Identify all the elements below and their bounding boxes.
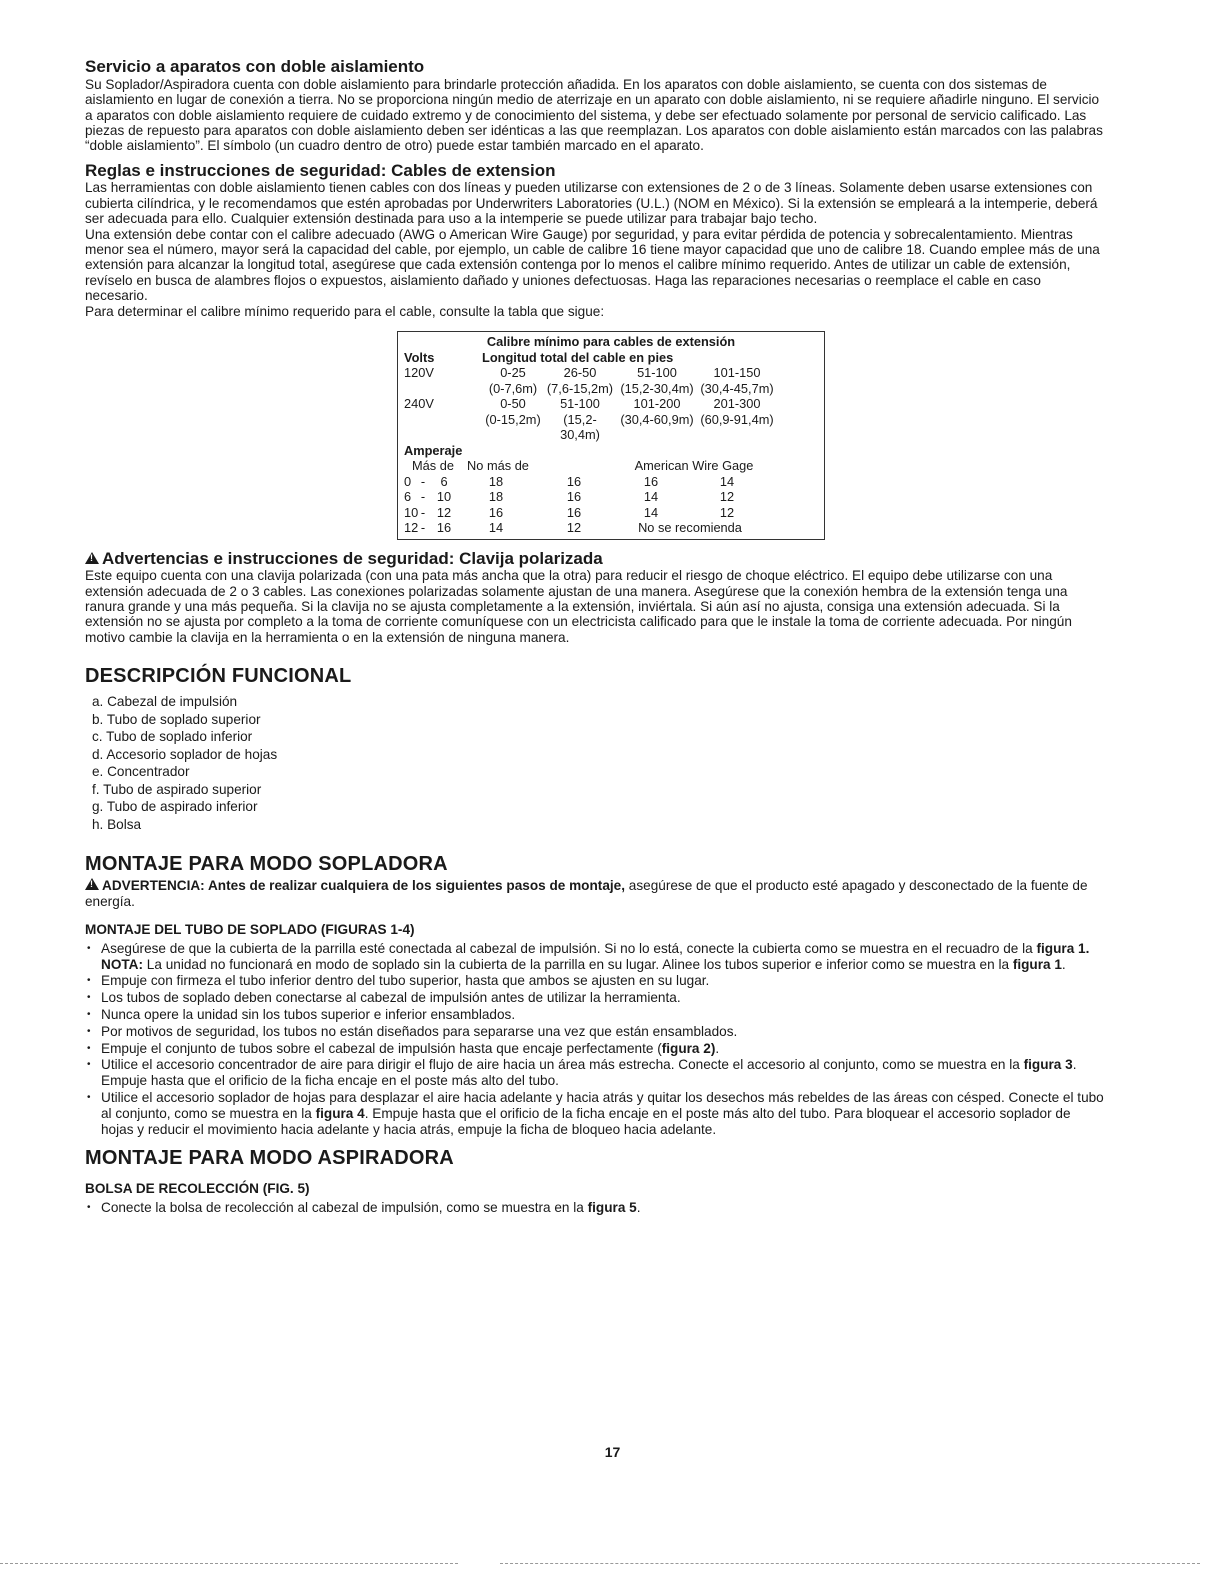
table-row: 10 - 12 16 16 14 12 (404, 504, 735, 520)
polarized-plug-section (85, 550, 1105, 646)
table-title: Calibre mínimo para cables de extensión (486, 334, 736, 350)
list-item: • Asegúrese de que la cubierta de la parrilla esté conectada al cabezal de impulsión. Si no lo está, conecte la cubierta como se muestra en el recuadro de la figura 1. NOTA: La unidad no funcionará en modo de soplado sin la cubierta de la parrilla en su lugar. Alinee los tubos superior e inferior como se muestra en la figura 1. (85, 941, 1105, 973)
footer-rule (0, 1563, 458, 1565)
warning-icon (85, 878, 99, 890)
table-row: 0 - 6 18 16 16 14 (404, 473, 735, 489)
metric-cell: (15,2-30,4m) (620, 380, 694, 396)
section-title: MONTAJE PARA MODO ASPIRADORA (85, 1147, 454, 1170)
paragraph: Una extensión debe contar con el calibre adecuado (AWG o American Wire Gauge) por seguridad, y para evitar pérdida de potencia y sobrecalentamiento. Mientras menor sea el número, mayor será la capacidad del cable, por ejemplo, un cable de calibre 16 tiene mayor capacidad que uno de calibre 18. Cuando emplee más de una extensión para alcanzar la longitud total, asegúrese que cada extensión contenga por lo menos el calibre mínimo requerido. Antes de utilizar un cable de extensión, revíselo en busca de alambres flojos o expuestos, aislamiento dañado y uniones defectuosas. Haga las reparaciones necesarias o reemplace el cable en caso necesario. (85, 226, 1100, 304)
list-item: • Por motivos de seguridad, los tubos no están diseñados para separarse una vez que están ensamblados. (85, 1024, 1105, 1040)
paragraph: Su Soplador/Aspiradora cuenta con doble aislamiento para brindarle protección añadida. En los aparatos con doble aislamiento, se cuenta con dos sistemas de aislamiento en lugar de conexión a tierra. No se proporciona ningún medio de aterrizaje en un aparato con doble aislamiento, ni se requiere añadirle ninguno. El servicio a aparatos con doble aislamiento requiere de cuidado extremo y de conocimiento del sistema, y debe ser efectuado solamente por personal de servicio calificado. Las piezas de repuesto para aparatos con doble aislamiento deben ser idénticas a las que reemplazan. Los aparatos con doble aislamiento están marcados con las palabras “doble aislamiento”. El símbolo (un cuadro dentro de otro) puede estar también marcado en el aparato. (85, 76, 1103, 154)
page-number: 17 (604, 1444, 621, 1460)
list-item: • Utilice el accesorio concentrador de aire para dirigir el flujo de aire hacia un área más estrecha. Conecte el accesorio al conjunto, como se muestra en la figura 3. Empuje hasta que el orificio de la ficha encaje en el poste más alto del tubo. (85, 1057, 1105, 1089)
metric-cell: (30,4-60,9m) (620, 411, 694, 427)
subsection-title: BOLSA DE RECOLECCIÓN (FIG. 5) (85, 1181, 310, 1197)
range-cell: 101-200 (633, 396, 681, 412)
warning-paragraph: !ADVERTENCIA: Antes de realizar cualquiera de los siguientes pasos de montaje, asegúrese de que el producto esté apagado y desconectado de la fuente de energía. (85, 878, 1105, 910)
volts-120: 120V (404, 365, 434, 381)
list-item: • Nunca opere la unidad sin los tubos superior e inferior ensamblados. (85, 1007, 1105, 1023)
table-row: 12 - 16 14 12 No se recomienda (404, 520, 742, 536)
extension-cords-section (85, 162, 1105, 319)
metric-cell: (30,4-45,7m) (700, 380, 774, 396)
section-title: Reglas e instrucciones de seguridad: Cables de extension (85, 160, 556, 180)
parts-list (92, 693, 1105, 833)
list-item: • Conecte la bolsa de recolección al cabezal de impulsión, como se muestra en la figura 5. (85, 1200, 1105, 1216)
list-item: c. Tubo de soplado inferior (92, 729, 253, 745)
range-cell: 201-300 (713, 396, 761, 412)
volts-240: 240V (404, 396, 434, 412)
steps-list (85, 1200, 1105, 1216)
wire-gauge-table (397, 331, 825, 540)
section-title: Servicio a aparatos con doble aislamiento (85, 57, 425, 76)
paragraph: Este equipo cuenta con una clavija polarizada (con una pata más ancha que la otra) para reducir el riesgo de choque eléctrico. El equipo debe utilizarse con una extensión adecuada de 2 o 3 cables. Las conexiones polarizadas solamente ajustan de una manera. Asegúrese que la conexión hembra de la extensión tenga una ranura grande y una más pequeña. Si la clavija no se ajusta completamente a la extensión, inviértala. Si aún así no ajusta, consiga una extensión adecuada. Si la extensión no se ajusta por completo a la toma de corriente comuníquese con un electricista calificado para que le instale la toma de corriente adecuada. Por ningún motivo cambie la clavija en la herramienta o en la extensión de ninguna manera. (85, 568, 1072, 645)
volts-label: Volts (404, 349, 435, 365)
warning-icon (85, 552, 99, 564)
list-item: h. Bolsa (92, 816, 142, 832)
list-item: • Empuje el conjunto de tubos sobre el cabezal de impulsión hasta que encaje perfectamente (figura 2). (85, 1041, 1105, 1057)
no-more-than-label: No más de (467, 458, 529, 474)
range-cell: 101-150 (713, 365, 761, 381)
paragraph: Las herramientas con doble aislamiento tienen cables con dos líneas y pueden utilizarse con extensiones de 2 o de 3 líneas. Solamente deben usarse extensiones con cubierta cilíndrica, y le recomendamos que estén aprobadas por Underwriters Laboratories (U.L.) (NOM en México). Si la extensión se empleará a la intemperie, deberá ser adecuada para ello. Cualquier extensión destinada para uso a la intemperie se puede utilizar para trabajar bajo techo. (85, 180, 1098, 227)
awg-label: American Wire Gage (634, 458, 754, 474)
amperage-label: Amperaje (404, 442, 463, 458)
range-cell: 0-50 (500, 396, 526, 412)
metric-cell: (60,9-91,4m) (700, 411, 774, 427)
more-than-label: Más de (412, 458, 454, 474)
double-insulation-section (85, 58, 1105, 154)
list-item: d. Accesorio soplador de hojas (92, 746, 278, 762)
metric-cell: (0-15,2m) (485, 411, 541, 427)
list-item: • Los tubos de soplado deben conectarse al cabezal de impulsión antes de utilizar la herramienta. (85, 990, 1105, 1006)
table-row: 6 - 10 18 16 14 12 (404, 489, 735, 505)
section-title: DESCRIPCIÓN FUNCIONAL (85, 665, 352, 688)
section-title: Advertencias e instrucciones de seguridad: Clavija polarizada (102, 548, 603, 568)
functional-description-section (85, 665, 1105, 833)
list-item: f. Tubo de aspirado superior (92, 781, 262, 797)
section-title: MONTAJE PARA MODO SOPLADORA (85, 853, 448, 876)
vacuum-assembly-section (85, 1147, 1105, 1216)
list-item: a. Cabezal de impulsión (92, 694, 238, 710)
list-item: • Empuje con firmeza el tubo inferior dentro del tubo superior, hasta que ambos se ajusten en su lugar. (85, 973, 1105, 989)
steps-list (85, 941, 1105, 1138)
range-cell: 0-25 (500, 365, 526, 381)
page-content (85, 58, 1105, 1217)
range-cell: 51-100 (560, 396, 600, 412)
list-item: b. Tubo de soplado superior (92, 711, 261, 727)
list-item: g. Tubo de aspirado inferior (92, 799, 258, 815)
metric-cell: (15,2-30,4m) (560, 411, 600, 443)
range-cell: 51-100 (637, 365, 677, 381)
list-item: e. Concentrador (92, 764, 190, 780)
paragraph: Para determinar el calibre mínimo requerido para el cable, consulte la tabla que sigue: (85, 303, 605, 319)
range-cell: 26-50 (563, 365, 597, 381)
metric-cell: (0-7,6m) (488, 380, 538, 396)
metric-cell: (7,6-15,2m) (546, 380, 614, 396)
list-item: • Utilice el accesorio soplador de hojas para desplazar el aire hacia adelante y hacia atrás y quitar los desechos más rebeldes de las áreas con césped. Conecte el tubo al conjunto, como se muestra en la figura 4. Empuje hasta que el orificio de la ficha encaje en el poste más alto del tubo. Para bloquear el accesorio soplador de hojas y reducir el movimiento hacia adelante y hacia atrás, empuje la ficha de bloqueo hacia adelante. (85, 1090, 1105, 1137)
subsection-title: MONTAJE DEL TUBO DE SOPLADO (FIGURAS 1-4) (85, 921, 415, 937)
length-label: Longitud total del cable en pies (482, 349, 674, 365)
footer-rule (500, 1563, 1200, 1565)
blower-assembly-section (85, 853, 1105, 1137)
